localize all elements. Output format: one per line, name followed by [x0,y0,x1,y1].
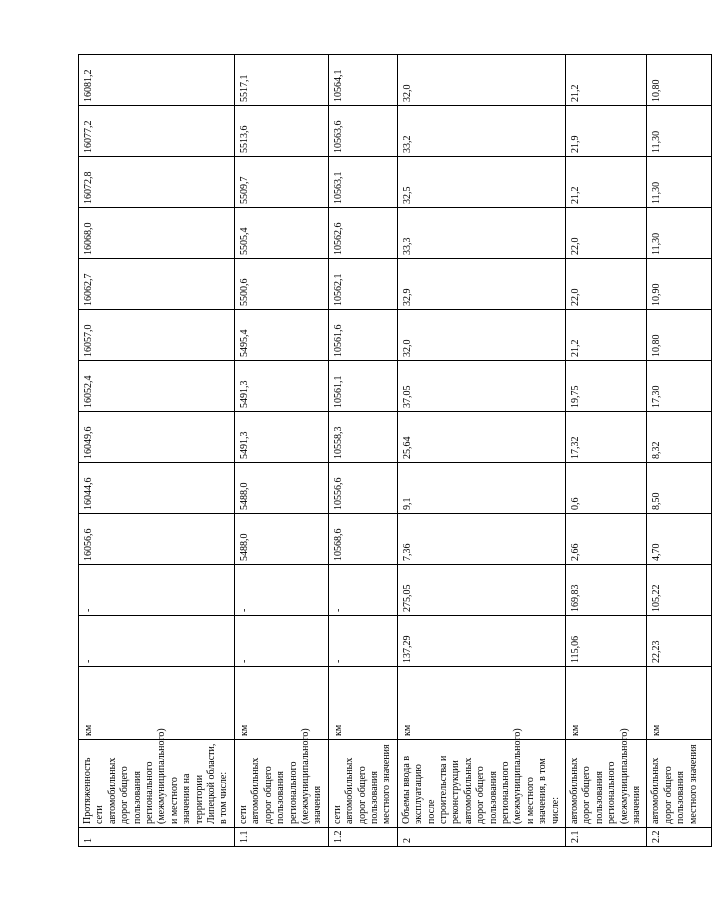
value-cell: 10562,1 [328,259,397,310]
value-cell: 32,5 [397,157,565,208]
value-cell: 8,32 [647,412,712,463]
value-cell: 17,32 [566,412,647,463]
indicator-name-cell: Объемы ввода в эксплуатацию после строительства и реконструкции автомобильных дорог общего пользования регионального (межмуниципального) и местного значения, в том числе: [397,740,565,828]
value-cell: 10563,6 [328,106,397,157]
value-cell: 25,64 [397,412,565,463]
value-cell: 22,0 [566,208,647,259]
value-cell: 105,22 [647,565,712,616]
value-cell: 5509,7 [234,157,328,208]
value-cell: 16062,7 [79,259,235,310]
value-cell: 19,75 [566,361,647,412]
row-number-cell: 1.1 [234,828,328,847]
table-row [397,2,565,847]
value-cell: 5517,1 [234,55,328,106]
value-cell: 16081,2 [79,55,235,106]
value-cell: 32,9 [397,259,565,310]
value-cell: 7,36 [397,514,565,565]
value-cell: 5495,4 [234,310,328,361]
unit-cell: км [234,667,328,740]
value-cell: 21,2 [566,310,647,361]
value-cell: 10,90 [647,259,712,310]
value-cell: - [79,565,235,616]
road-network-table [78,1,712,847]
value-cell: 9,1 [397,463,565,514]
value-cell: 0,6 [566,463,647,514]
value-cell: 22,0 [566,259,647,310]
value-cell: 16049,6 [79,412,235,463]
value-cell: 5500,6 [234,259,328,310]
value-cell: 33,3 [397,208,565,259]
unit-cell: км [566,667,647,740]
value-cell: 16052,4 [79,361,235,412]
value-cell: 5505,4 [234,208,328,259]
value-cell: 16056,6 [79,514,235,565]
value-cell: 275,05 [397,565,565,616]
value-cell: 33,2 [397,106,565,157]
value-cell: 10,80 [647,310,712,361]
value-cell: 17,30 [647,361,712,412]
table-row [647,2,712,847]
value-cell: 37,05 [397,361,565,412]
indicator-name-cell: автомобильных дорог общего пользования регионального (межмуниципального) значения [566,740,647,828]
table-row [234,2,328,847]
value-cell: 5491,3 [234,361,328,412]
row-number-cell: 1 [79,828,235,847]
value-cell: 137,29 [397,616,565,667]
indicator-name-cell: Протяженность сети автомобильных дорог общего пользования регионального (межмуниципального) и местного значения на территории Липецкой области, в том числе: [79,740,235,828]
value-cell: 32,0 [397,310,565,361]
value-cell: 16068,0 [79,208,235,259]
value-cell: 21,9 [566,106,647,157]
row-number-cell: 2 [397,828,565,847]
value-cell: 2,66 [566,514,647,565]
value-cell: 5491,3 [234,412,328,463]
value-cell: 10558,3 [328,412,397,463]
value-cell: 169,83 [566,565,647,616]
value-cell: - [234,565,328,616]
table-row [566,2,647,847]
value-cell: 22,23 [647,616,712,667]
value-cell: - [328,616,397,667]
value-cell: 16044,6 [79,463,235,514]
value-cell: 4,70 [647,514,712,565]
unit-cell: км [647,667,712,740]
indicator-name-cell: сети автомобильных дорог общего пользования местного значения [328,740,397,828]
value-cell: 11,30 [647,157,712,208]
value-cell: 16057,0 [79,310,235,361]
row-number-cell: 1.2 [328,828,397,847]
unit-cell: км [79,667,235,740]
value-cell: 8,50 [647,463,712,514]
indicator-name-cell: автомобильных дорог общего пользования местного значения [647,740,712,828]
value-cell: - [328,565,397,616]
value-cell: 16072,8 [79,157,235,208]
value-cell: 10561,6 [328,310,397,361]
indicator-name-cell: сети автомобильных дорог общего пользования регионального (межмуниципального) значения [234,740,328,828]
unit-cell: км [397,667,565,740]
value-cell: 10561,1 [328,361,397,412]
value-cell: 10556,6 [328,463,397,514]
value-cell: 5488,0 [234,463,328,514]
value-cell: 10563,1 [328,157,397,208]
value-cell: - [234,616,328,667]
row-number-cell: 2.1 [566,828,647,847]
value-cell: - [79,616,235,667]
value-cell: 11,30 [647,208,712,259]
value-cell: 21,2 [566,157,647,208]
table-row [79,2,235,847]
table-row [328,2,397,847]
value-cell: 16077,2 [79,106,235,157]
value-cell: 10564,1 [328,55,397,106]
unit-cell: км [328,667,397,740]
value-cell: 10562,6 [328,208,397,259]
rotated-table-container [78,32,699,847]
value-cell: 10568,6 [328,514,397,565]
row-number-cell: 2.2 [647,828,712,847]
value-cell: 21,2 [566,55,647,106]
value-cell: 5513,6 [234,106,328,157]
value-cell: 11,30 [647,106,712,157]
value-cell: 32,0 [397,55,565,106]
value-cell: 115,06 [566,616,647,667]
value-cell: 5488,0 [234,514,328,565]
value-cell: 10,80 [647,55,712,106]
